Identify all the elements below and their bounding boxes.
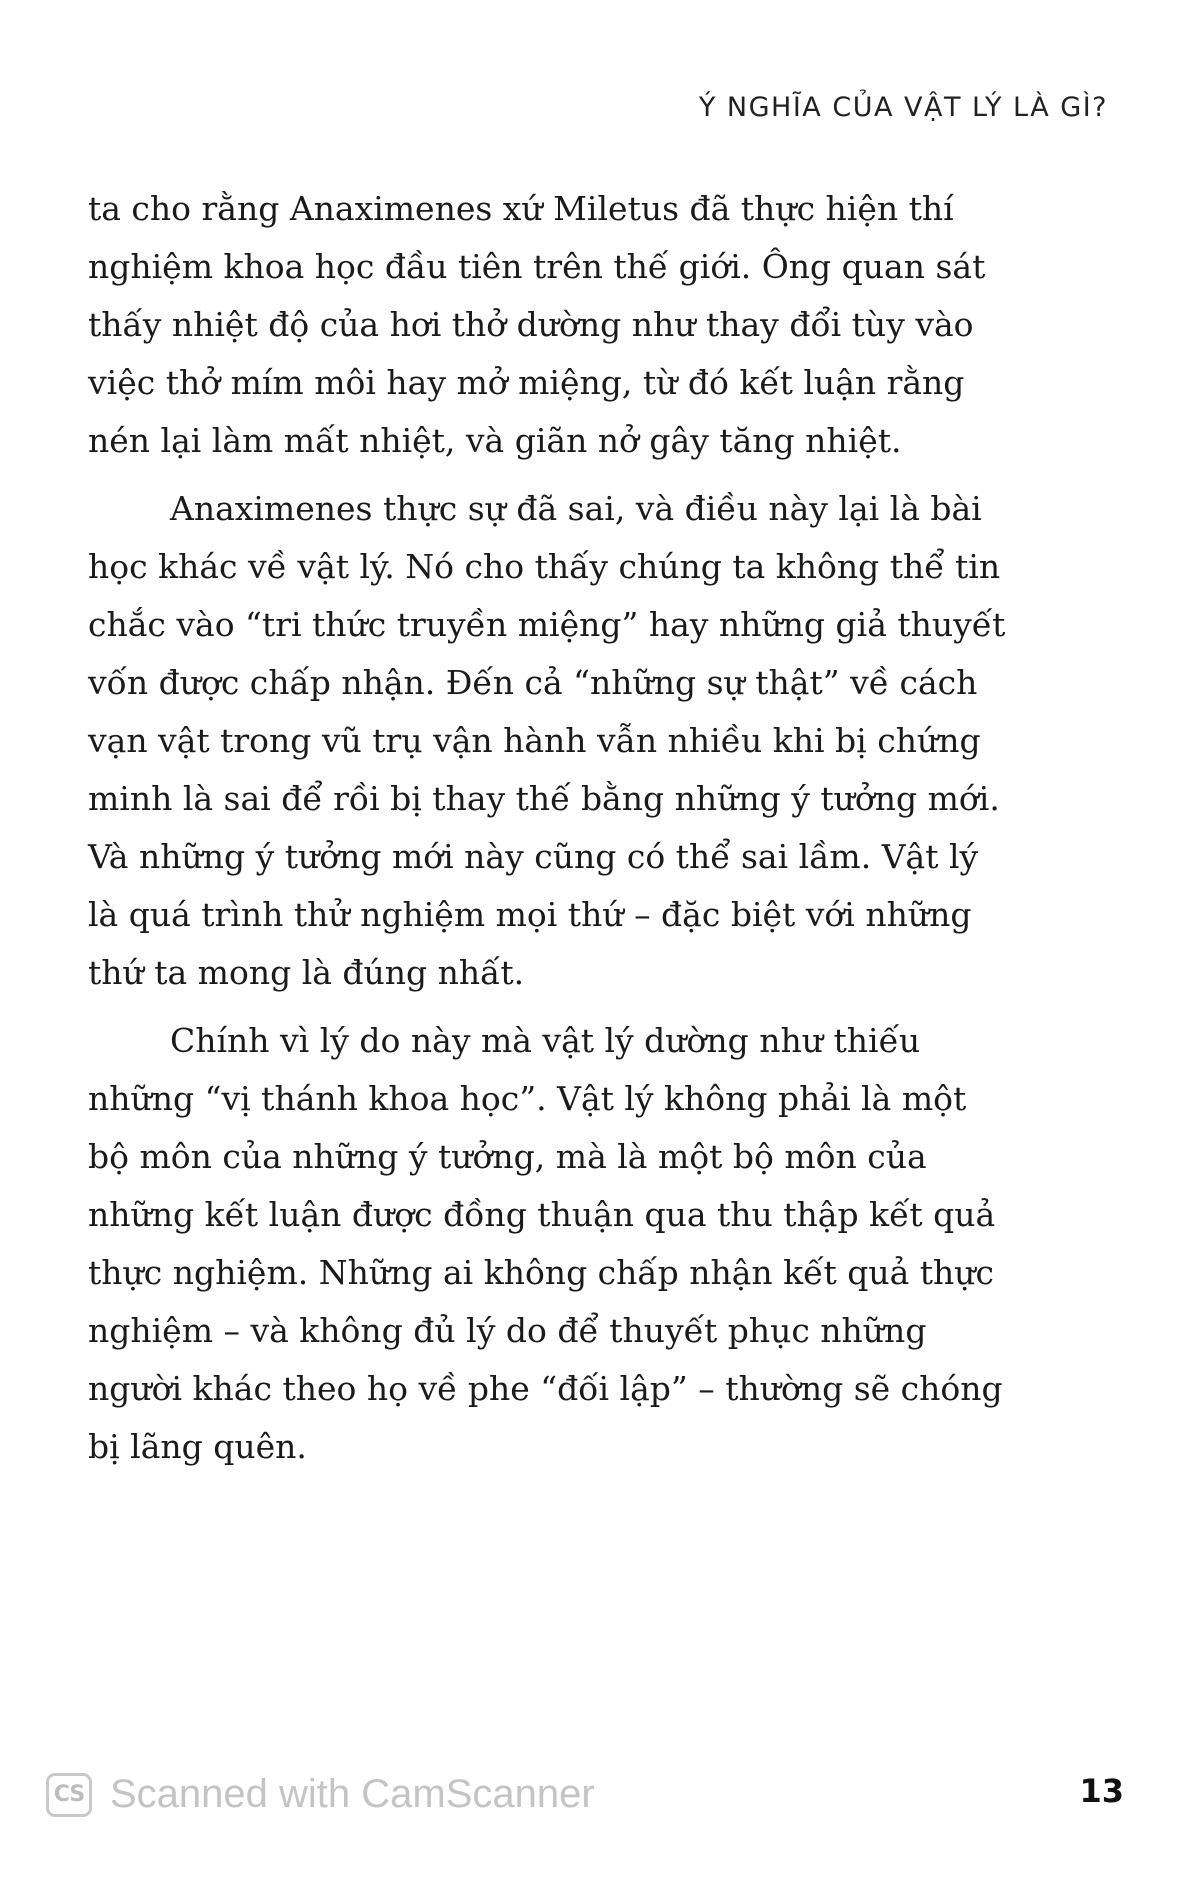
text-line: minh là sai để rồi bị thay thế bằng những ý tưởng mới. [88,779,1000,818]
text-line: những “vị thánh khoa học”. Vật lý không phải là một [88,1079,967,1118]
running-header: Ý NGHĨA CỦA VẬT LÝ LÀ GÌ? [698,92,1108,123]
text-line: Và những ý tưởng mới này cũng có thể sai lầm. Vật lý [88,837,979,876]
watermark-text: Scanned with CamScanner [110,1772,595,1816]
text-line: thứ ta mong là đúng nhất. [88,953,525,992]
text-line: thực nghiệm. Những ai không chấp nhận kết quả thực [88,1253,995,1292]
camscanner-logo-icon: CS [46,1773,92,1817]
body-text [88,180,1098,1476]
text-line: là quá trình thử nghiệm mọi thứ – đặc biệt với những [88,895,972,934]
paragraph-3 [88,1012,1098,1476]
text-line: Anaximenes thực sự đã sai, và điều này lại là bài [170,489,982,528]
text-line: vạn vật trong vũ trụ vận hành vẫn nhiều khi bị chứng [88,721,981,760]
paragraph-2 [88,480,1098,1002]
text-line: ta cho rằng Anaximenes xứ Miletus đã thực hiện thí [88,189,954,228]
page-number: 13 [1079,1772,1124,1810]
text-line: những kết luận được đồng thuận qua thu thập kết quả [88,1195,996,1234]
text-line: nghiệm – và không đủ lý do để thuyết phục những [88,1311,927,1350]
text-line: chắc vào “tri thức truyền miệng” hay những giả thuyết [88,605,1006,644]
text-line: người khác theo họ về phe “đối lập” – thường sẽ chóng [88,1369,1003,1408]
text-line: bộ môn của những ý tưởng, mà là một bộ môn của [88,1137,927,1176]
scanner-watermark [46,1772,595,1817]
text-line: nghiệm khoa học đầu tiên trên thế giới. Ông quan sát [88,247,986,286]
text-line: Chính vì lý do này mà vật lý dường như thiếu [170,1021,921,1060]
text-line: việc thở mím môi hay mở miệng, từ đó kết luận rằng [88,363,965,402]
text-line: bị lãng quên. [88,1427,307,1466]
text-line: vốn được chấp nhận. Đến cả “những sự thật” về cách [88,663,978,702]
text-line: thấy nhiệt độ của hơi thở dường như thay đổi tùy vào [88,305,974,344]
text-line: học khác về vật lý. Nó cho thấy chúng ta không thể tin [88,547,1001,586]
paragraph-1 [88,180,1098,470]
text-line: nén lại làm mất nhiệt, và giãn nở gây tăng nhiệt. [88,421,902,460]
